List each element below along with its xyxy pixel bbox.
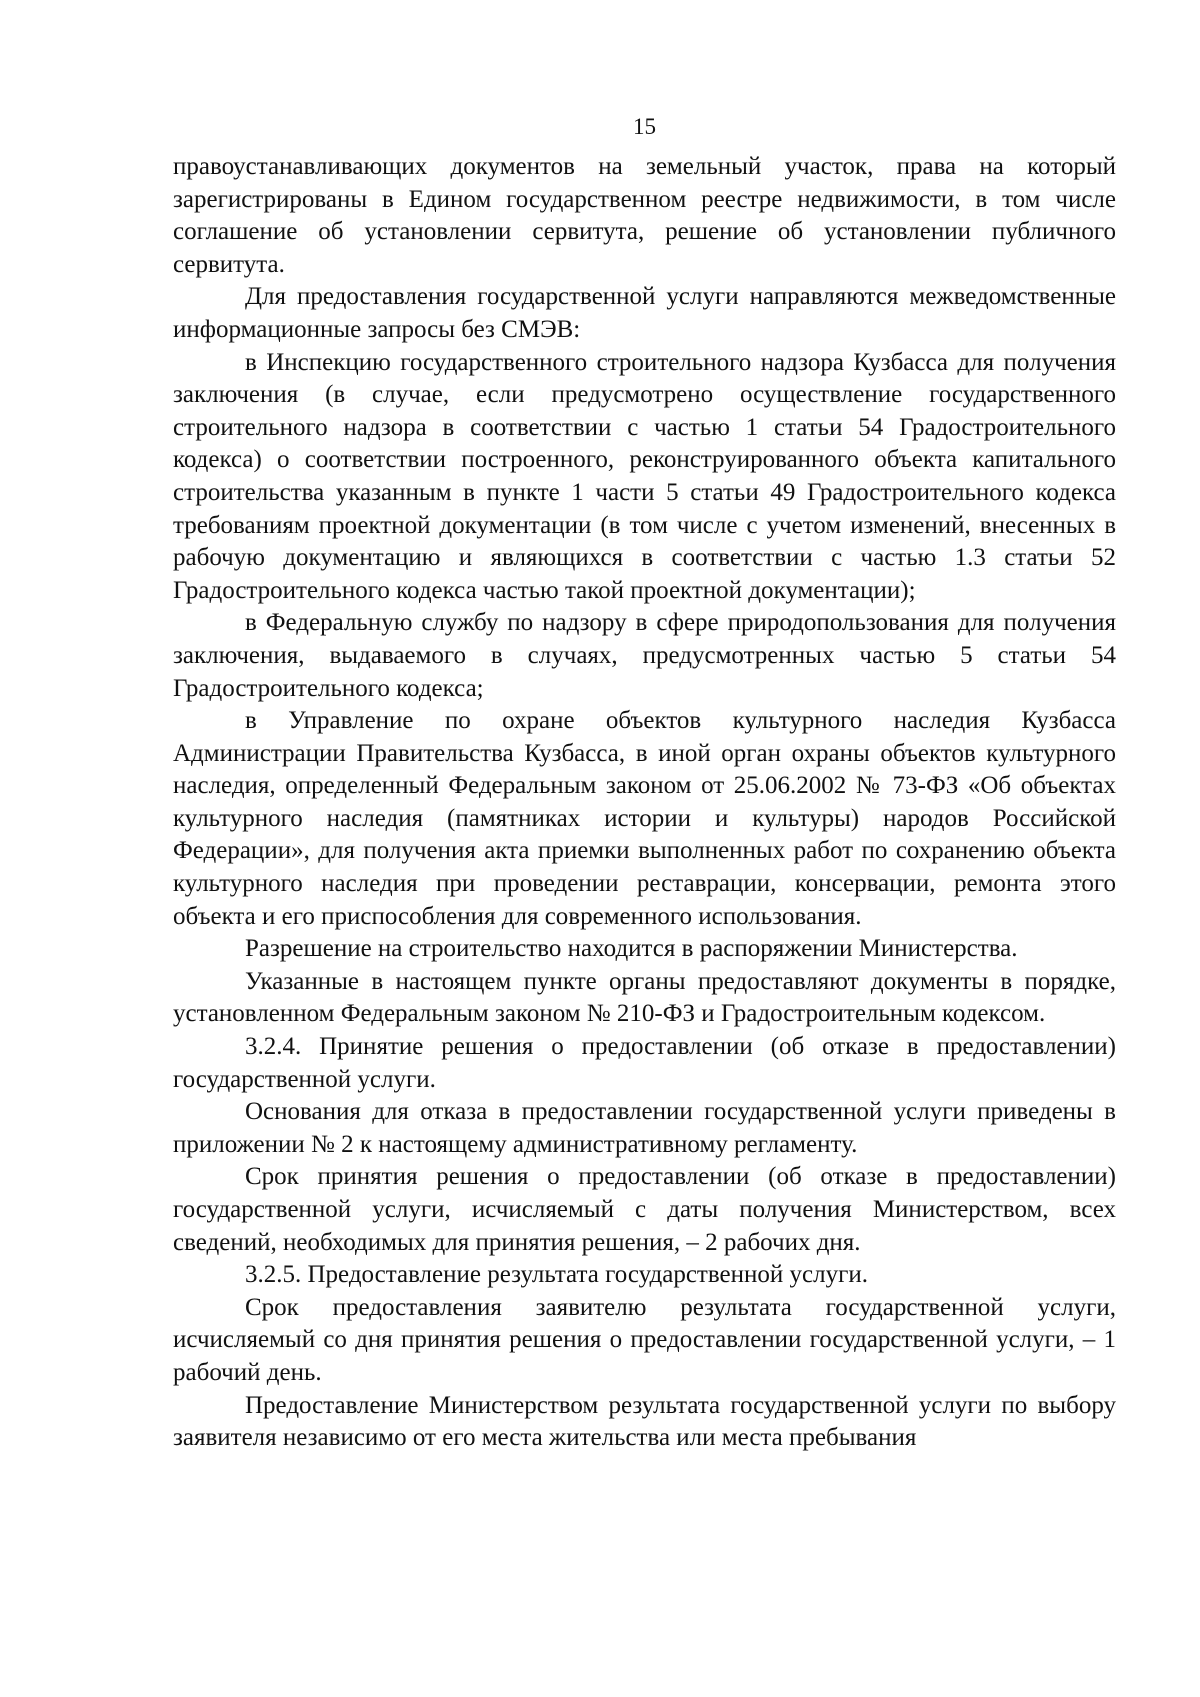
paragraph-construction-inspection: в Инспекцию государственного строительного надзора Кузбасса для получения заключения (в случае, если предусмотрено осуществление государственного строительного надзора в соответствии с частью 1 статьи 54 Градостроительного кодекса) о соответствии построенного, реконструированного объекта капитального строительства указанным в пункте 1 части 5 статьи 49 Градостроительного кодекса требованиям проектной документации (в том числе с учетом изменений, внесенных в рабочую документацию и являющихся в соответствии с частью 1.3 статьи 52 Градостроительного кодекса частью такой проектной документации); bbox=[173, 348, 1116, 604]
paragraph-building-permit: Разрешение на строительство находится в распоряжении Министерства. bbox=[245, 935, 1018, 963]
paragraph-cultural-heritage: в Управление по охране объектов культурного наследия Кузбасса Администрации Правительства Кузбасса, в иной орган охраны объектов культурного наследия, определенный Федеральным законом от 25.06.2002 № 73-ФЗ «Об объектах культурного наследия (памятниках истории и культуры) народов Российской Федерации», для получения акта приемки выполненных работ по сохранению объекта культурного наследия при проведении реставрации, консервации, ремонта этого объекта и его приспособления для современного использования. bbox=[173, 707, 1116, 930]
page-number: 15 bbox=[633, 114, 656, 139]
paragraph-result-term: Срок предоставления заявителю результата государственной услуги, исчисляемый со дня принятия решения о предоставлении государственной услуги, – 1 рабочий день. bbox=[173, 1293, 1116, 1386]
paragraph-bodies-provide-documents: Указанные в настоящем пункте органы предоставляют документы в порядке, установленном Федеральным законом № 210-ФЗ и Градостроительным кодексом. bbox=[173, 967, 1116, 1028]
paragraph-continuation: правоустанавливающих документов на земельный участок, права на который зарегистрированы в Едином государственном реестре недвижимости, в том числе соглашение об установлении сервитута, решение об установлении публичного сервитута. bbox=[173, 153, 1116, 278]
paragraph-interagency-requests: Для предоставления государственной услуги направляются межведомственные информационные запросы без СМЭВ: bbox=[173, 283, 1116, 343]
paragraph-result-provision: Предоставление Министерством результата государственной услуги по выбору заявителя независимо от его места жительства или места пребывания bbox=[173, 1391, 1116, 1452]
paragraph-section-3-2-4: 3.2.4. Принятие решения о предоставлении (об отказе в предоставлении) государственной услуги. bbox=[173, 1033, 1116, 1093]
document-body bbox=[173, 151, 1116, 1455]
paragraph-refusal-grounds: Основания для отказа в предоставлении государственной услуги приведены в приложении № 2 к настоящему административному регламенту. bbox=[173, 1098, 1116, 1158]
paragraph-section-3-2-5: 3.2.5. Предоставление результата государственной услуги. bbox=[245, 1261, 868, 1289]
paragraph-decision-term: Срок принятия решения о предоставлении (об отказе в предоставлении) государственной услуги, исчисляемый с даты получения Министерством, всех сведений, необходимых для принятия решения, – 2 рабочих дня. bbox=[173, 1163, 1116, 1256]
paragraph-nature-supervision: в Федеральную службу по надзору в сфере природопользования для получения заключения, выдаваемого в случаях, предусмотренных частью 5 статьи 54 Градостроительного кодекса; bbox=[173, 609, 1116, 702]
